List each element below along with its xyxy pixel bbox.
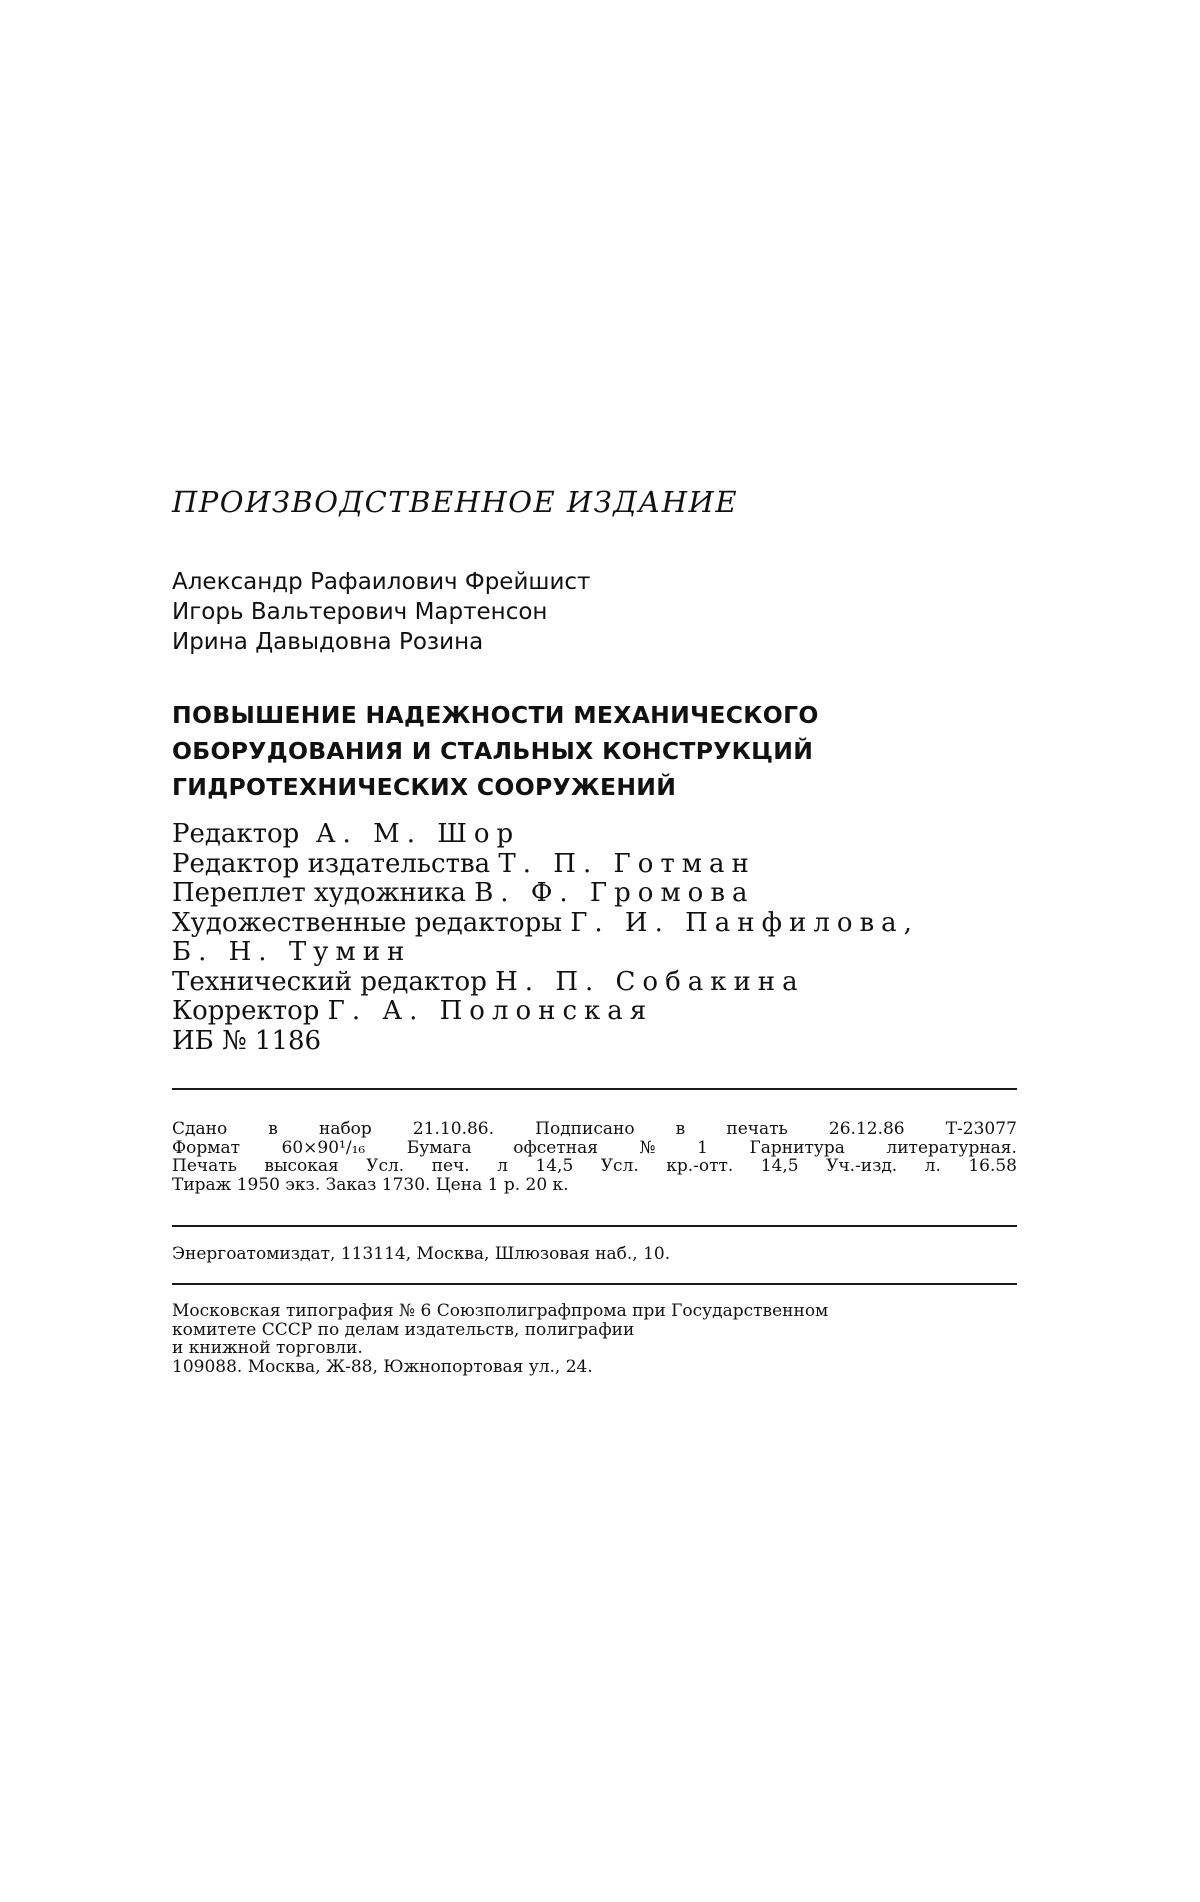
author-name: Игорь Вальтерович Мартенсон — [172, 599, 548, 625]
credit-publishing-editor: Редактор издательства Т. П. Готман — [172, 848, 756, 879]
credit-art-editors: Художественные редакторы Г. И. Панфилова, — [172, 907, 919, 938]
edition-type: ПРОИЗВОДСТВЕННОЕ ИЗДАНИЕ — [172, 485, 739, 519]
book-title — [172, 697, 819, 805]
publisher-address: Энергоатомиздат, 113114, Москва, Шлюзовая наб., 10. — [172, 1244, 671, 1264]
credit-art-editors-cont: Б. Н. Тумин — [172, 937, 412, 967]
credit-editor: Редактор А. М. Шор — [172, 819, 521, 849]
print-info-line: Формат 60×90¹/₁₆ Бумага офсетная № 1 Гарнитура литературная. — [172, 1137, 1017, 1158]
title-line: ГИДРОТЕХНИЧЕСКИХ СООРУЖЕНИЙ — [172, 773, 677, 801]
credit-binding-artist: Переплет художника В. Ф. Громова — [172, 878, 755, 908]
author-name: Александр Рафаилович Фрейшист — [172, 569, 591, 595]
printer-info — [172, 1302, 828, 1376]
ib-number: ИБ № 1186 — [172, 1025, 322, 1056]
credit-proofreader: Корректор Г. А. Полонская — [172, 996, 654, 1026]
divider-rule — [172, 1283, 1017, 1285]
print-info-line: Печать высокая Усл. печ. л 14,5 Усл. кр.-отт. 14,5 Уч.-изд. л. 16.58 — [172, 1156, 1017, 1176]
author-name: Ирина Давыдовна Розина — [172, 629, 484, 655]
title-line: ОБОРУДОВАНИЯ И СТАЛЬНЫХ КОНСТРУКЦИЙ — [172, 737, 814, 765]
authors-list — [172, 567, 590, 657]
printer-line: и книжной торговли. — [172, 1338, 363, 1358]
print-info-line: Сдано в набор 21.10.86. Подписано в печать 26.12.86 Т-23077 — [172, 1119, 1017, 1139]
printer-line: комитете СССР по делам издательств, полиграфии — [172, 1319, 635, 1340]
print-info-line: Тираж 1950 экз. Заказ 1730. Цена 1 р. 20 к. — [172, 1174, 569, 1195]
divider-rule — [172, 1225, 1017, 1227]
printer-line: Московская типография № 6 Союзполиграфпрома при Государственном — [172, 1301, 829, 1321]
credits-list — [172, 820, 919, 1056]
credit-technical-editor: Технический редактор Н. П. Собакина — [172, 966, 805, 997]
title-line: ПОВЫШЕНИЕ НАДЕЖНОСТИ МЕХАНИЧЕСКОГО — [172, 701, 819, 729]
divider-rule — [172, 1088, 1017, 1090]
printer-line: 109088. Москва, Ж-88, Южнопортовая ул., 24. — [172, 1356, 593, 1377]
print-info — [172, 1120, 1017, 1194]
